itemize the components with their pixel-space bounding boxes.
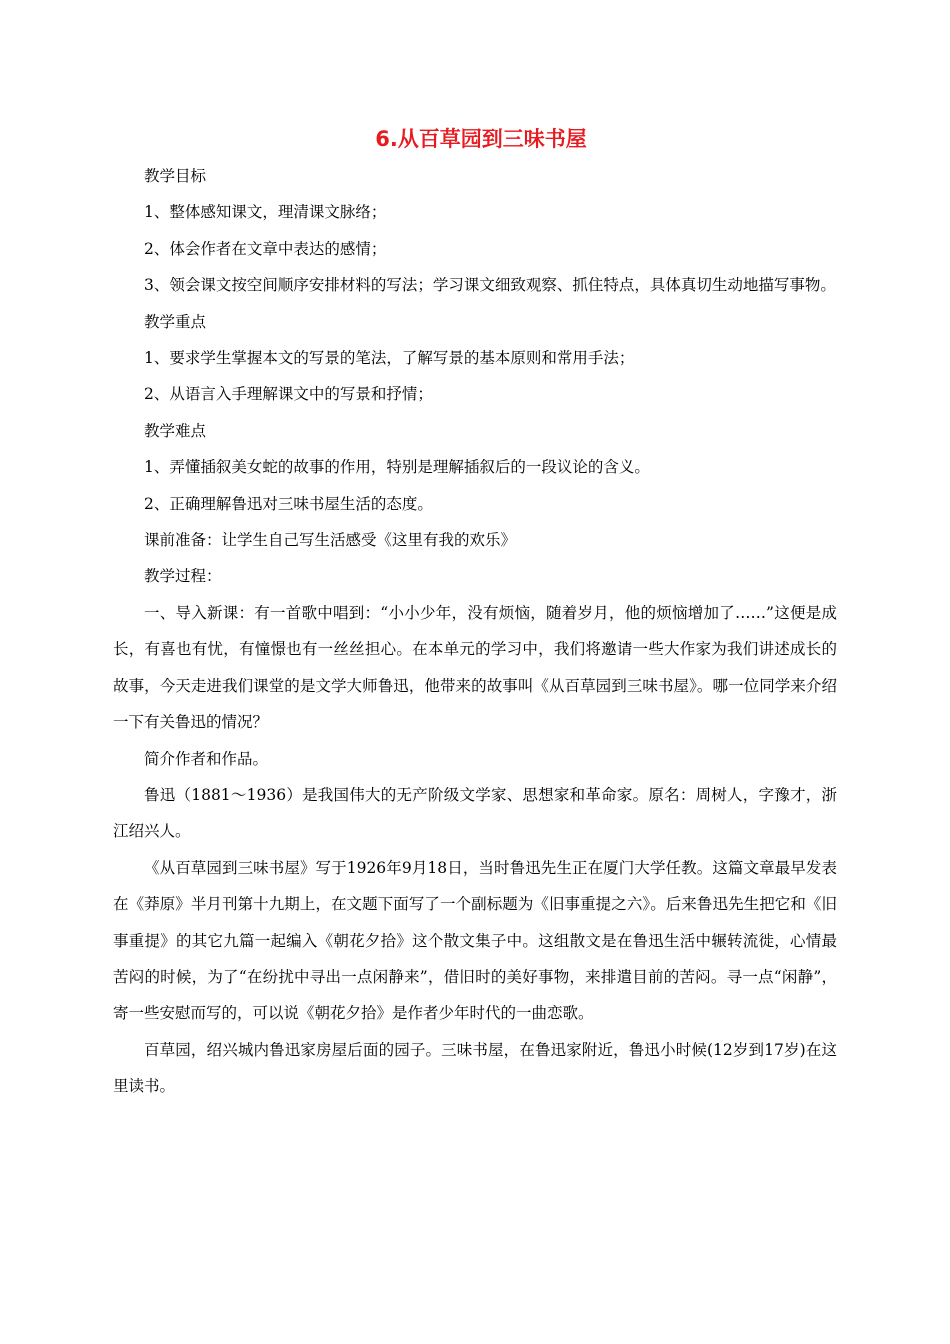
body-paragraph: 一、导入新课：有一首歌中唱到：“小小少年，没有烦恼，随着岁月，他的烦恼增加了……”这便是成长，有喜也有忧，有憧憬也有一丝丝担心。在本单元的学习中，我们将邀请一些大作家为我们讲述成长的故事，今天走进我们课堂的是文学大师鲁迅，他带来的故事叫《从百草园到三味书屋》。哪一位同学来介绍一下有关鲁迅的情况？ — [113, 603, 837, 732]
body-paragraph: 《从百草园到三味书屋》写于1926年9月18日，当时鲁迅先生正在厦门大学任教。这篇文章最早发表在《莽原》半月刊第十九期上，在文题下面写了一个副标题为《旧事重提之六》。后来鲁迅先生把它和《旧事重提》的其它九篇一起编入《朝花夕拾》这个散文集子中。这组散文是在鲁迅生活中辗转流徙，心情最苦闷的时候，为了“在纷扰中寻出一点闲静来”，借旧时的美好事物，来排遣目前的苦闷。寻一点“闲静”，寄一些安慰而写的，可以说《朝花夕拾》是作者少年时代的一曲恋歌。 — [113, 858, 837, 1023]
section-heading-difficulties: 教学难点 — [144, 421, 207, 440]
difficulty-item: 2、正确理解鲁迅对三味书屋生活的态度。 — [144, 494, 433, 513]
document-title: 6.从百草园到三味书屋 — [375, 127, 587, 151]
objective-item: 1、整体感知课文，理清课文脉络； — [144, 203, 387, 222]
difficulty-item: 1、弄懂插叙美女蛇的故事的作用，特别是理解插叙后的一段议论的含义。 — [144, 458, 650, 477]
body-paragraph: 鲁迅（1881～1936）是我国伟大的无产阶级文学家、思想家和革命家。原名：周树人，字豫才，浙江绍兴人。 — [113, 785, 837, 841]
document-page — [113, 124, 837, 1105]
key-point-item: 1、要求学生掌握本文的写景的笔法，了解写景的基本原则和常用手法； — [144, 349, 635, 368]
preparation-paragraph: 课前准备：让学生自己写生活感受《这里有我的欢乐》 — [144, 531, 517, 550]
objective-item: 3、领会课文按空间顺序安排材料的写法；学习课文细致观察、抓住特点，具体真切生动地描写事物。 — [144, 276, 836, 295]
key-point-item: 2、从语言入手理解课文中的写景和抒情； — [144, 385, 433, 404]
body-paragraph: 百草园，绍兴城内鲁迅家房屋后面的园子。三味书屋，在鲁迅家附近，鲁迅小时候(12岁到17岁)在这里读书。 — [113, 1040, 837, 1096]
section-heading-key-points: 教学重点 — [144, 312, 207, 331]
objective-item: 2、体会作者在文章中表达的感情； — [144, 239, 387, 258]
section-heading-objectives: 教学目标 — [144, 167, 207, 185]
body-paragraph: 简介作者和作品。 — [144, 749, 269, 768]
section-heading-process: 教学过程： — [144, 567, 222, 586]
